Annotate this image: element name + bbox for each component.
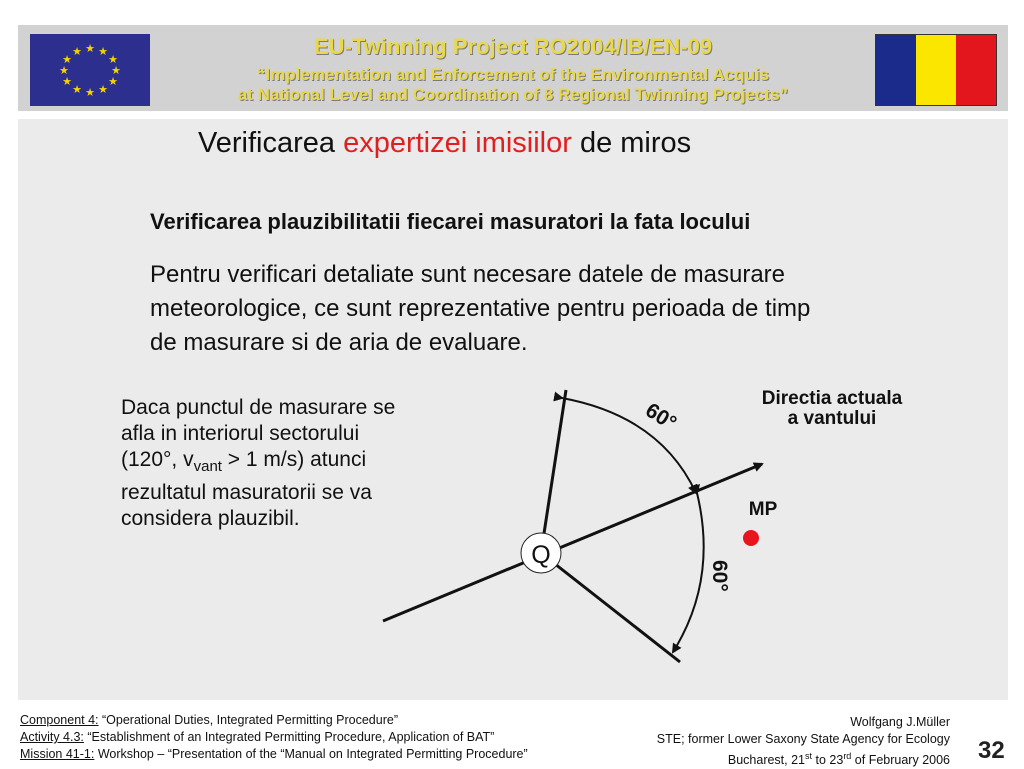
title-highlight: expertizei imisiilor <box>343 127 572 159</box>
condition-text: (120°, v <box>121 448 194 471</box>
project-title: EU-Twinning Project RO2004/IB/EN-09 <box>313 34 713 59</box>
page-number: 32 <box>978 737 1005 764</box>
svg-text:★: ★ <box>62 75 72 88</box>
body-line: meteorologice, ce sunt reprezentative pentru perioada de timp <box>150 295 811 322</box>
footer-component-label: Component 4: <box>20 713 99 727</box>
sector-boundary-upper <box>541 390 566 553</box>
title-part2: de miros <box>571 127 692 159</box>
footer-mission <box>20 746 528 763</box>
subscript-vant: vant <box>193 458 222 476</box>
project-subtitle-line2: at National Level and Coordination of 8 Regional Twinning Projects” <box>237 85 789 104</box>
footer-component-text: “Operational Duties, Integrated Permitting Procedure” <box>98 713 398 727</box>
svg-text:★: ★ <box>62 53 72 66</box>
svg-text:★: ★ <box>98 83 108 96</box>
svg-text:★: ★ <box>108 75 118 88</box>
angle-label-upper: 60° <box>641 398 681 436</box>
measurement-point-dot <box>743 530 759 546</box>
footer-agency: STE; former Lower Saxony State Agency for Ecology <box>656 732 950 746</box>
condition-line: rezultatul masuratorii se va <box>121 481 372 505</box>
slide-subtitle: Verificarea plauzibilitatii fiecarei masuratori la fata locului <box>150 209 751 234</box>
date-text: to 23 <box>812 753 844 768</box>
svg-text:★: ★ <box>72 45 82 58</box>
body-line: Pentru verificari detaliate sunt necesare datele de masurare <box>150 261 786 288</box>
angle-arc-lower <box>673 493 704 652</box>
date-text: Bucharest, 21 <box>727 753 806 768</box>
wind-label-line1: Directia actuala <box>761 388 903 409</box>
title-part1: Verificarea <box>198 127 344 159</box>
date-sup: st <box>805 751 813 761</box>
mp-label: MP <box>748 499 778 520</box>
condition-text: > 1 m/s) atunci <box>221 448 367 471</box>
footer-activity-label: Activity 4.3: <box>20 730 84 744</box>
wind-label-line2: a vantului <box>787 408 877 429</box>
source-label: Q <box>531 541 551 569</box>
condition-line: afla in interiorul sectorului <box>121 422 360 445</box>
footer-right <box>657 714 950 769</box>
angle-label-lower: 60° <box>708 560 731 592</box>
svg-text:★: ★ <box>108 53 118 66</box>
body-line: de masurare si de aria de evaluare. <box>150 329 528 356</box>
condition-line: Daca punctul de masurare se <box>121 396 396 419</box>
date-sup: rd <box>843 751 852 761</box>
svg-text:★: ★ <box>85 42 95 55</box>
svg-text:★: ★ <box>59 64 69 77</box>
svg-text:★: ★ <box>85 86 95 99</box>
svg-text:★: ★ <box>111 64 121 77</box>
date-text: of February 2006 <box>851 753 950 768</box>
wind-direction-arrow <box>383 464 762 621</box>
svg-text:★: ★ <box>72 83 82 96</box>
footer-left <box>20 712 528 763</box>
footer-mission-text: Workshop – “Presentation of the “Manual on Integrated Permitting Procedure” <box>94 747 528 761</box>
footer-date <box>657 748 950 769</box>
footer-author: Wolfgang J.Müller <box>850 715 950 729</box>
sector-boundary-lower <box>541 553 680 662</box>
footer-activity <box>20 729 528 746</box>
footer-component <box>20 712 528 729</box>
project-subtitle-line1: “Implementation and Enforcement of the Environmental Acquis <box>256 65 770 84</box>
footer-activity-text: “Establishment of an Integrated Permitting Procedure, Application of BAT” <box>83 730 495 744</box>
condition-line: considera plauzibil. <box>121 507 300 531</box>
svg-text:★: ★ <box>98 45 108 58</box>
footer-mission-label: Mission 41-1: <box>20 747 95 761</box>
